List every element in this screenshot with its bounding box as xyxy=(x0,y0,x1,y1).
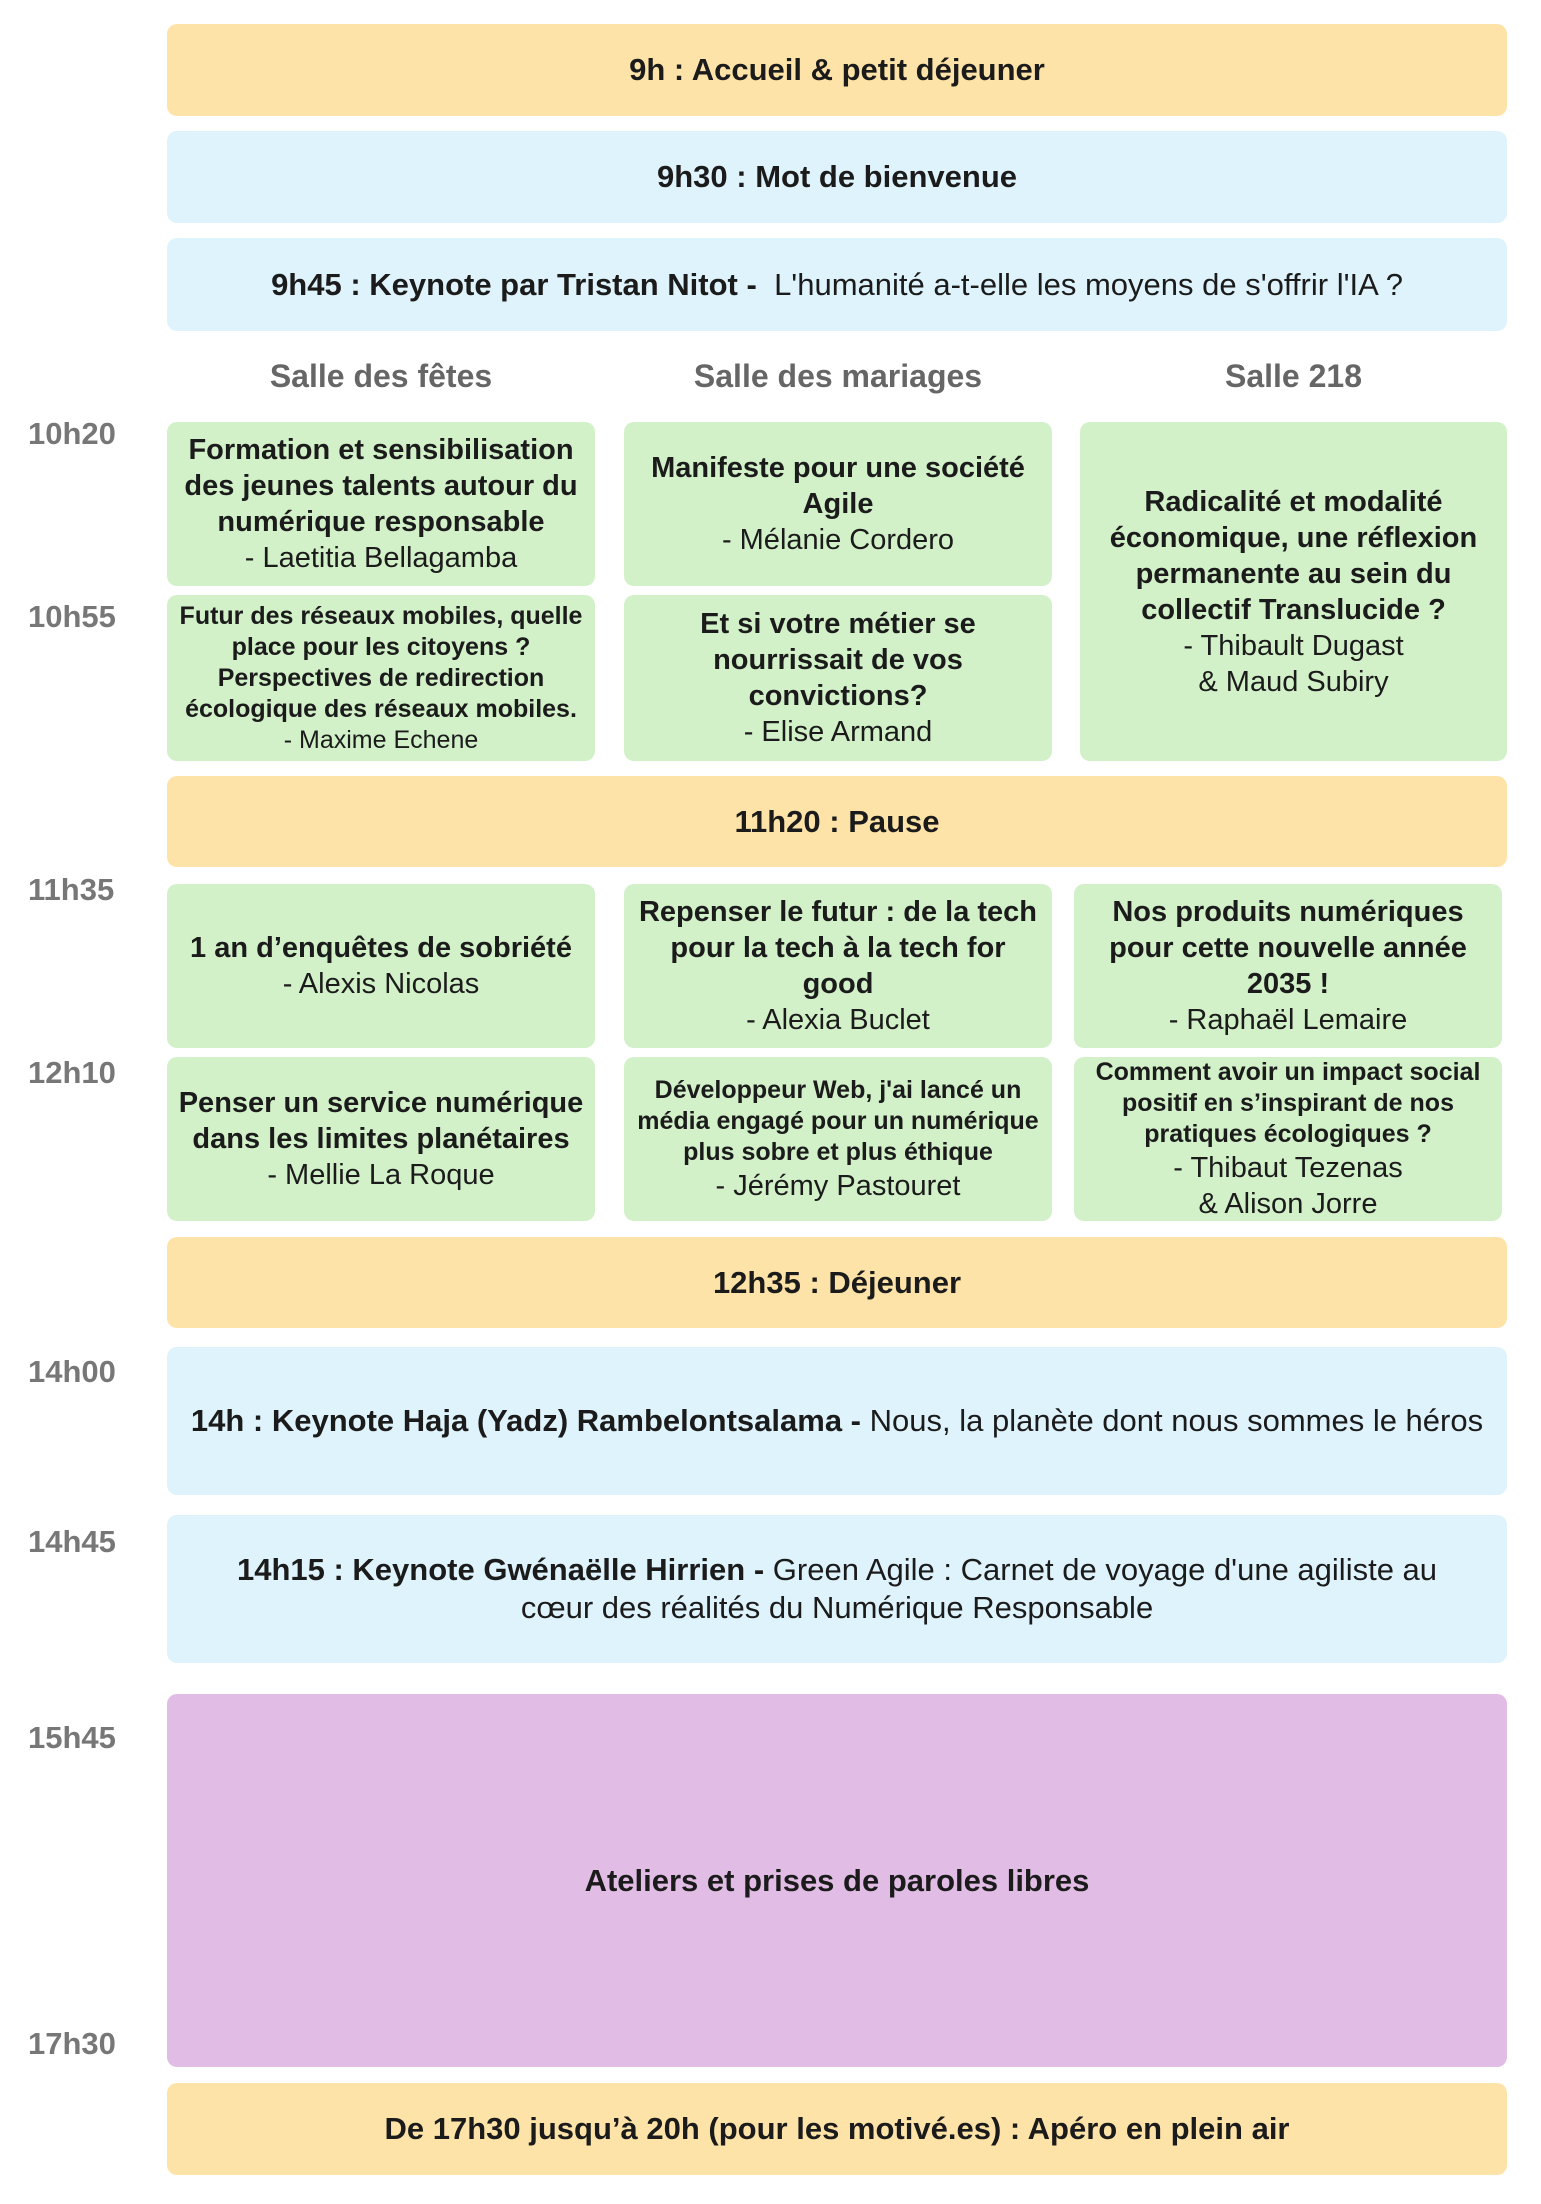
talk-speaker: - Mellie La Roque xyxy=(267,1159,495,1191)
pause-text: 11h20 : Pause xyxy=(734,803,940,839)
talk-card xyxy=(167,422,595,586)
talk-speaker: - Alexia Buclet xyxy=(746,1004,930,1036)
workshops-text: Ateliers et prises de paroles libres xyxy=(584,1862,1090,1898)
aperitif-block xyxy=(167,2083,1507,2175)
talk-card xyxy=(167,595,595,761)
talk-title: 1 an d’enquêtes de sobriété xyxy=(190,932,572,964)
talk-speaker: - Thibault Dugast xyxy=(1183,629,1404,662)
time-label: 10h55 xyxy=(28,599,116,634)
talk-speaker: - Maxime Echene xyxy=(283,725,479,754)
talk-speaker: - Elise Armand xyxy=(743,716,933,748)
room-header-3: Salle 218 xyxy=(1225,358,1362,394)
workshops-block xyxy=(167,1694,1507,2067)
talk-card xyxy=(624,595,1052,761)
talk-title: Développeur Web, j'ai lancé un média engagé pour un numérique plus sobre et plus éthique xyxy=(637,1075,1039,1166)
keynote-3-block xyxy=(167,1515,1507,1663)
talk-title: Penser un service numérique dans les limites planétaires xyxy=(178,1087,584,1155)
time-label: 14h45 xyxy=(28,1524,116,1559)
talk-speaker: - Laetitia Bellagamba xyxy=(244,542,518,574)
talk-card xyxy=(167,1057,595,1221)
keynote-3-text xyxy=(207,1551,1467,1627)
pause-block xyxy=(167,776,1507,867)
keynote-1-topic: L'humanité a-t-elle les moyens de s'offrir l'IA ? xyxy=(774,266,1403,302)
keynote-3-topic: Green Agile : Carnet de voyage d'une agiliste au cœur des réalités du Numérique Responsable xyxy=(520,1552,1438,1625)
welcome-block xyxy=(167,24,1507,116)
talk-speaker: & Alison Jorre xyxy=(1198,1187,1378,1220)
keynote-2-text xyxy=(191,1402,1483,1440)
aperitif-text: De 17h30 jusqu’à 20h (pour les motivé.es) : Apéro en plein air xyxy=(384,2111,1290,2146)
keynote-1-block xyxy=(167,238,1507,331)
keynote-3-lead: 14h15 : Keynote Gwénaëlle Hirrien - xyxy=(236,1552,765,1587)
keynote-2-topic: Nous, la planète dont nous sommes le héros xyxy=(869,1403,1484,1438)
time-label: 14h00 xyxy=(28,1354,116,1389)
talk-title: Futur des réseaux mobiles, quelle place pour les citoyens ? Perspectives de redirection écologique des réseaux mobiles. xyxy=(179,601,583,723)
keynote-2-block xyxy=(167,1347,1507,1495)
talk-card xyxy=(1074,884,1502,1048)
opening-text: 9h30 : Mot de bienvenue xyxy=(656,159,1017,194)
talk-speaker: - Raphaël Lemaire xyxy=(1168,1004,1408,1036)
opening-block xyxy=(167,131,1507,223)
time-label: 17h30 xyxy=(28,2026,116,2061)
talk-speaker: - Thibaut Tezenas xyxy=(1173,1151,1403,1184)
room-header-1: Salle des fêtes xyxy=(269,358,493,394)
talk-title: Radicalité et modalité économique, une réflexion permanente au sein du collectif Translucide ? xyxy=(1109,485,1478,626)
talk-speaker: - Jérémy Pastouret xyxy=(715,1169,961,1202)
talk-title: Repenser le futur : de la tech pour la tech à la tech for good xyxy=(638,896,1038,1000)
talk-speaker: - Mélanie Cordero xyxy=(721,524,955,556)
room-header-2: Salle des mariages xyxy=(693,358,983,394)
talk-title: Manifeste pour une société Agile xyxy=(651,452,1025,520)
talk-card xyxy=(624,1057,1052,1221)
talk-card xyxy=(1080,422,1507,761)
lunch-block xyxy=(167,1237,1507,1328)
keynote-2-lead: 14h : Keynote Haja (Yadz) Rambelontsalama - xyxy=(190,1403,862,1438)
keynote-1-lead: 9h45 : Keynote par Tristan Nitot - xyxy=(271,266,757,302)
talk-speaker: & Maud Subiry xyxy=(1198,665,1389,698)
talk-title: Comment avoir un impact social positif en s’inspirant de nos pratiques écologiques ? xyxy=(1095,1057,1481,1148)
time-label: 12h10 xyxy=(28,1055,116,1090)
keynote-1-text xyxy=(271,266,1403,304)
talk-title: Formation et sensibilisation des jeunes talents autour du numérique responsable xyxy=(184,434,578,538)
time-label: 10h20 xyxy=(28,416,116,451)
welcome-text: 9h : Accueil & petit déjeuner xyxy=(629,52,1045,87)
talk-card xyxy=(624,422,1052,586)
talk-card xyxy=(167,884,595,1048)
talk-title: Nos produits numériques pour cette nouvelle année 2035 ! xyxy=(1109,896,1467,1000)
talk-card xyxy=(624,884,1052,1048)
time-label: 15h45 xyxy=(28,1720,116,1755)
lunch-text: 12h35 : Déjeuner xyxy=(712,1264,962,1300)
talk-title: Et si votre métier se nourrissait de vos convictions? xyxy=(700,608,976,712)
time-label: 11h35 xyxy=(28,872,115,907)
talk-speaker: - Alexis Nicolas xyxy=(282,968,480,1000)
talk-card xyxy=(1074,1057,1502,1221)
